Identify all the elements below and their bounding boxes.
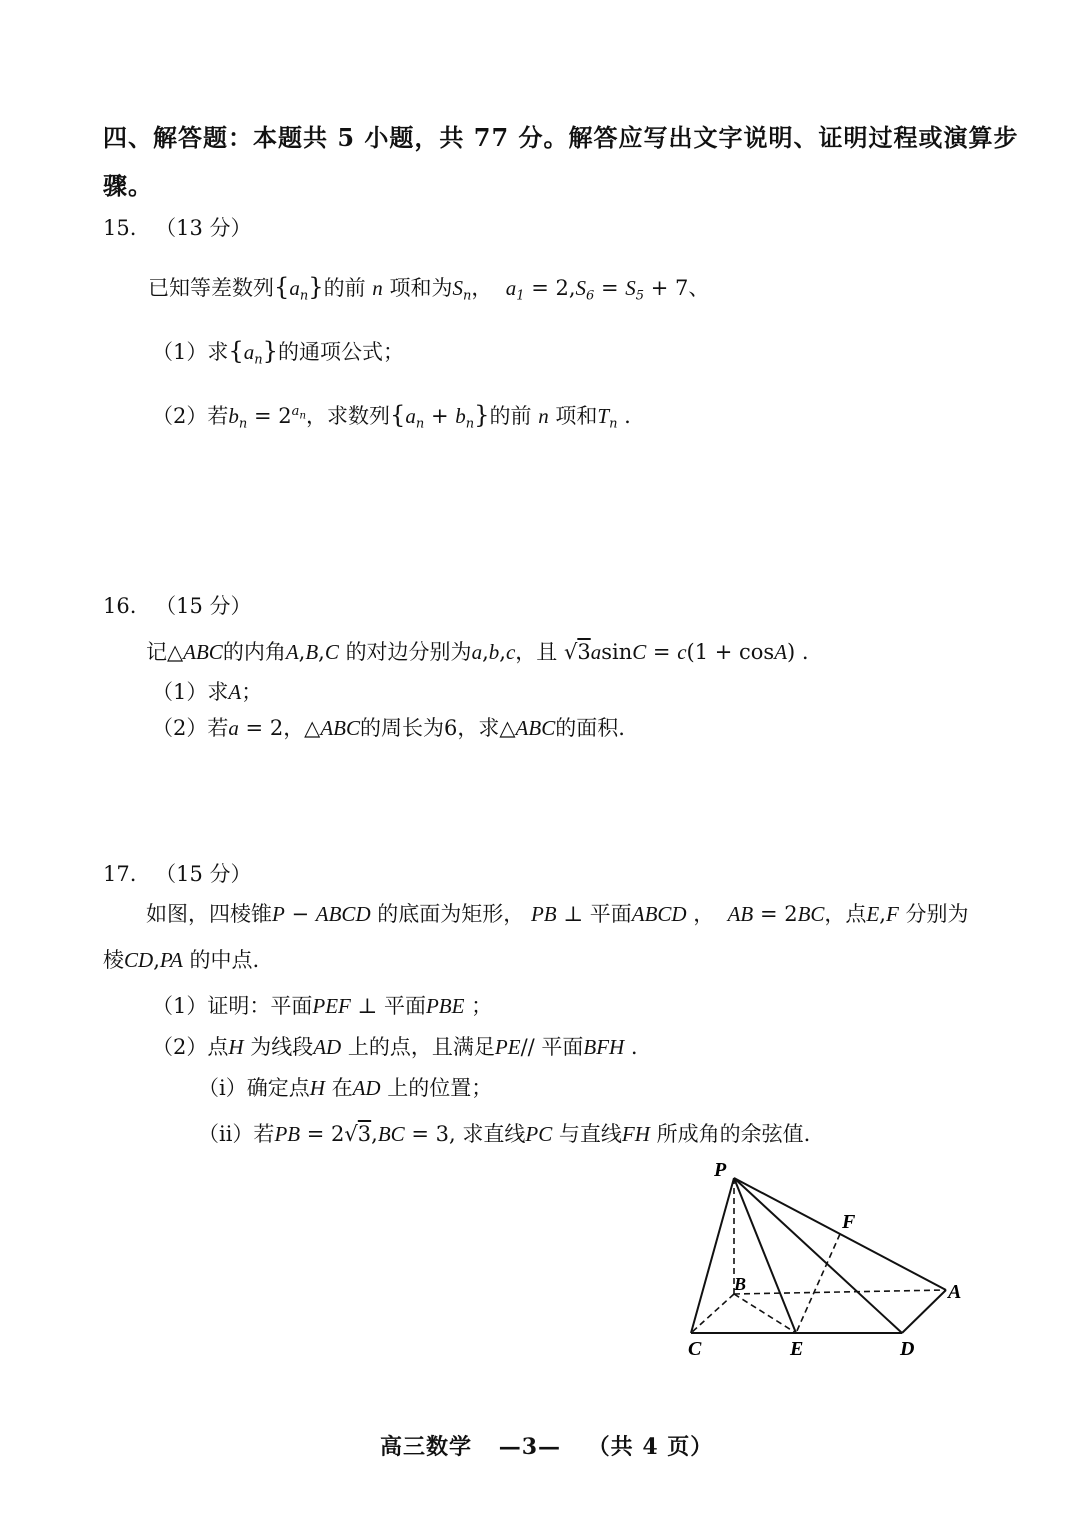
edge-pd <box>734 1178 902 1333</box>
q17-part1: （1）证明：平面PEF ⊥ 平面PBE ； <box>152 994 493 1018</box>
page-footer <box>380 1430 713 1461</box>
q15-part1: （1）求$\{a_n\}$的通项公式； <box>152 337 404 368</box>
q17-score: （15 分） <box>155 862 252 886</box>
q15-part2: （2）若$b_n = 2^{a_n}$，求数列$\{a_n + b_n\}$的前 n 项和$T_n$ . <box>152 401 631 432</box>
label-e: E <box>790 1338 804 1360</box>
q15-score: （13 分） <box>155 216 252 240</box>
label-b: B <box>734 1274 747 1294</box>
pyramid-figure <box>670 1150 980 1370</box>
q17-stem: 如图，四棱锥P − ABCD 的底面为矩形， PB ⊥ 平面ABCD ， AB = 2BC，点E,F 分别为 <box>146 902 969 926</box>
q15-header <box>103 212 252 242</box>
q16-header <box>103 590 252 620</box>
label-d: D <box>900 1338 915 1360</box>
footer-page: —3— <box>498 1434 561 1460</box>
q15-stem: 已知等差数列$\{a_n\}$的前 n 项和为$S_n$， $a_1 = 2,S_6 = S_5 + 7$、 <box>148 273 710 304</box>
edge-pc <box>691 1178 734 1333</box>
q17-sub1: （ⅰ）确定点H 在AD 上的位置； <box>198 1076 493 1100</box>
q16-part1: （1）求A； <box>152 680 263 704</box>
footer-total: （共 4 页） <box>587 1434 714 1460</box>
q17-number: 17. <box>103 862 137 886</box>
edge-pe <box>734 1178 796 1333</box>
q17-stem-line2: 棱CD,PA 的中点. <box>103 948 260 972</box>
label-a: A <box>948 1281 962 1303</box>
edge-be-hidden <box>734 1294 796 1333</box>
edge-da <box>902 1290 946 1333</box>
q16-stem: 记△ABC的内角A,B,C 的对边分别为a,b,c，且 √3asinC = c(1 + cosA) . <box>146 640 809 664</box>
section-title-line1: 四、解答题：本题共 5 小题，共 77 分。解答应写出文字说明、证明过程或演算步 <box>103 123 1019 152</box>
q17-sub2: （ⅱ）若PB = 2√3,BC = 3, 求直线PC 与直线FH 所成角的余弦值. <box>198 1122 811 1146</box>
q16-part2: （2）若a = 2，△ABC的周长为6，求△ABC的面积. <box>152 716 625 740</box>
q17-header <box>103 858 252 888</box>
label-c: C <box>688 1338 702 1360</box>
edge-ef-hidden <box>796 1234 840 1333</box>
q17-part2: （2）点H 为线段AD 上的点，且满足PE// 平面BFH . <box>152 1035 638 1059</box>
footer-subject: 高三数学 <box>380 1434 473 1460</box>
label-f: F <box>842 1211 856 1233</box>
q16-number: 16. <box>103 594 137 618</box>
q16-score: （15 分） <box>155 594 252 618</box>
q15-number: 15. <box>103 216 137 240</box>
edge-ba-hidden <box>734 1290 946 1294</box>
section-title-line2: 骤。 <box>103 171 153 200</box>
edge-bc-hidden <box>691 1294 734 1333</box>
label-p: P <box>714 1159 727 1181</box>
